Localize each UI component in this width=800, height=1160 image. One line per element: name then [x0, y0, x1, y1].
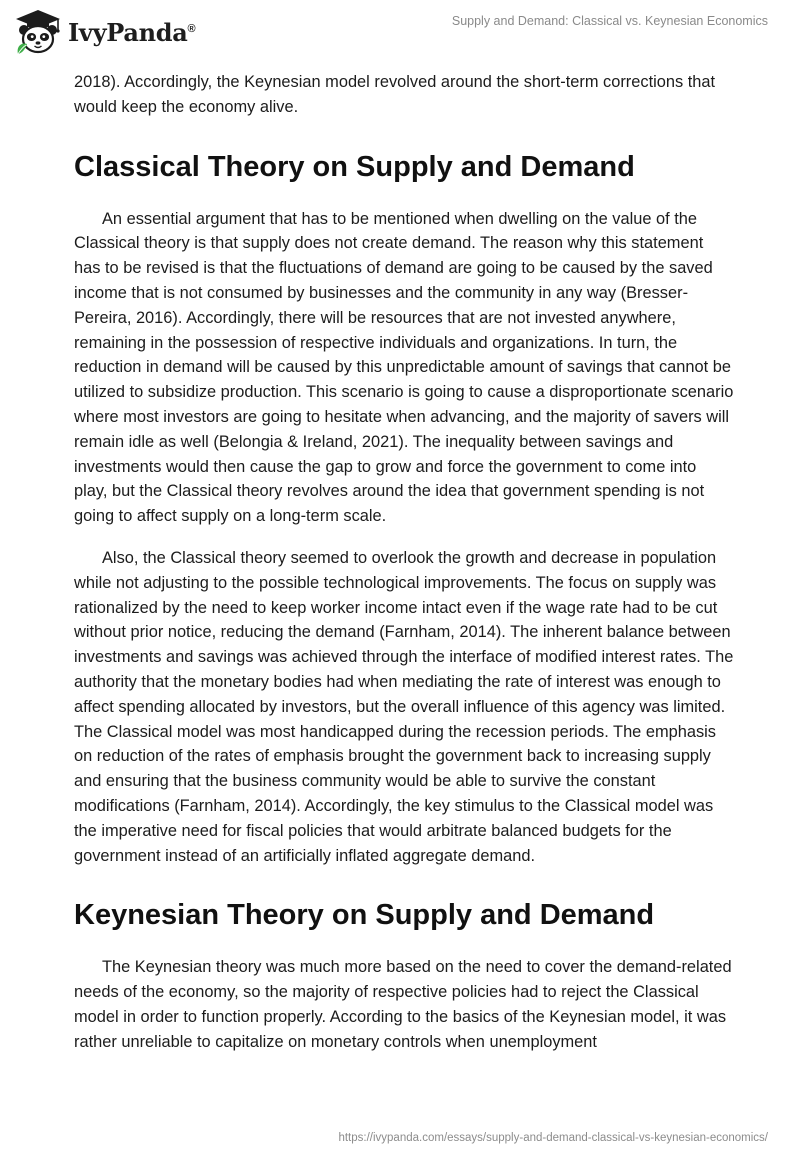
document-title: Supply and Demand: Classical vs. Keynesian Economics [451, 14, 768, 28]
intro-paragraph-tail: 2018). Accordingly, the Keynesian model revolved around the short-term corrections that would keep the economy alive. [74, 73, 716, 116]
paragraph: An essential argument that has to be mentioned when dwelling on the value of the Classical theory is that supply does not create demand. The reason why this statement has to be revised is that the fluctuations of demand are going to be caused by the saved income that is not consumed by businesses and the community in any way (Bresser-Pereira, 2016). Accordingly, there will be resources that are not invested anywhere, remaining in the possession of respective individuals and organizations. In turn, the reduction in demand will be caused by this unpredictable amount of savings that cannot be utilized to subsidize production. This scenario is going to cause a disproportionate scenario where most investors are going to hesitate when advancing, and the majority of savers will remain idle as well (Belongia & Ireland, 2021). The inequality between savings and investments would then cause the gap to grow and force the government to come into play, but the Classical theory revolves around the idea that government spending is not going to affect supply on a long-term scale. [74, 209, 734, 526]
source-url-link[interactable]: https://ivypanda.com/essays/supply-and-demand-classical-vs-keynesian-economics/ [338, 1132, 768, 1144]
page-header [0, 0, 800, 70]
paragraph: The Keynesian theory was much more based on the need to cover the demand-related needs of the economy, so the majority of respective policies had to reject the Classical model in order to function properly. According to the basics of the Keynesian model, it was rather unreliable to capitalize on monetary controls when unemployment [74, 958, 732, 1051]
panda-graduation-icon [14, 8, 62, 56]
section-heading-keynesian: Keynesian Theory on Supply and Demand [74, 899, 655, 932]
essay-body [74, 70, 734, 1055]
logo-wordmark: IvyPanda® [68, 17, 196, 47]
section-heading-classical: Classical Theory on Supply and Demand [74, 150, 635, 183]
paragraph: Also, the Classical theory seemed to overlook the growth and decrease in population while not adjusting to the possible technological improvements. The focus on supply was rationalized by the need to keep worker income intact even if the wage rate had to be cut without prior notice, reducing the demand (Farnham, 2014). The inherent balance between investments and savings was achieved through the interface of modified interest rates. The authority that the monetary bodies had when mediating the rate of interest was enough to affect spending allocated by investors, but the overall influence of this agency was limited. The Classical model was most handicapped during the recession periods. The emphasis on reduction of the rates of emphasis brought the government back to increasing supply and ensuring that the business community would be able to survive the constant modifications (Farnham, 2014). Accordingly, the key stimulus to the Classical model was the imperative need for fiscal policies that would arbitrate balanced budgets for the government instead of an artificially inflated aggregate demand. [74, 548, 734, 865]
ivypanda-logo[interactable] [14, 8, 195, 56]
